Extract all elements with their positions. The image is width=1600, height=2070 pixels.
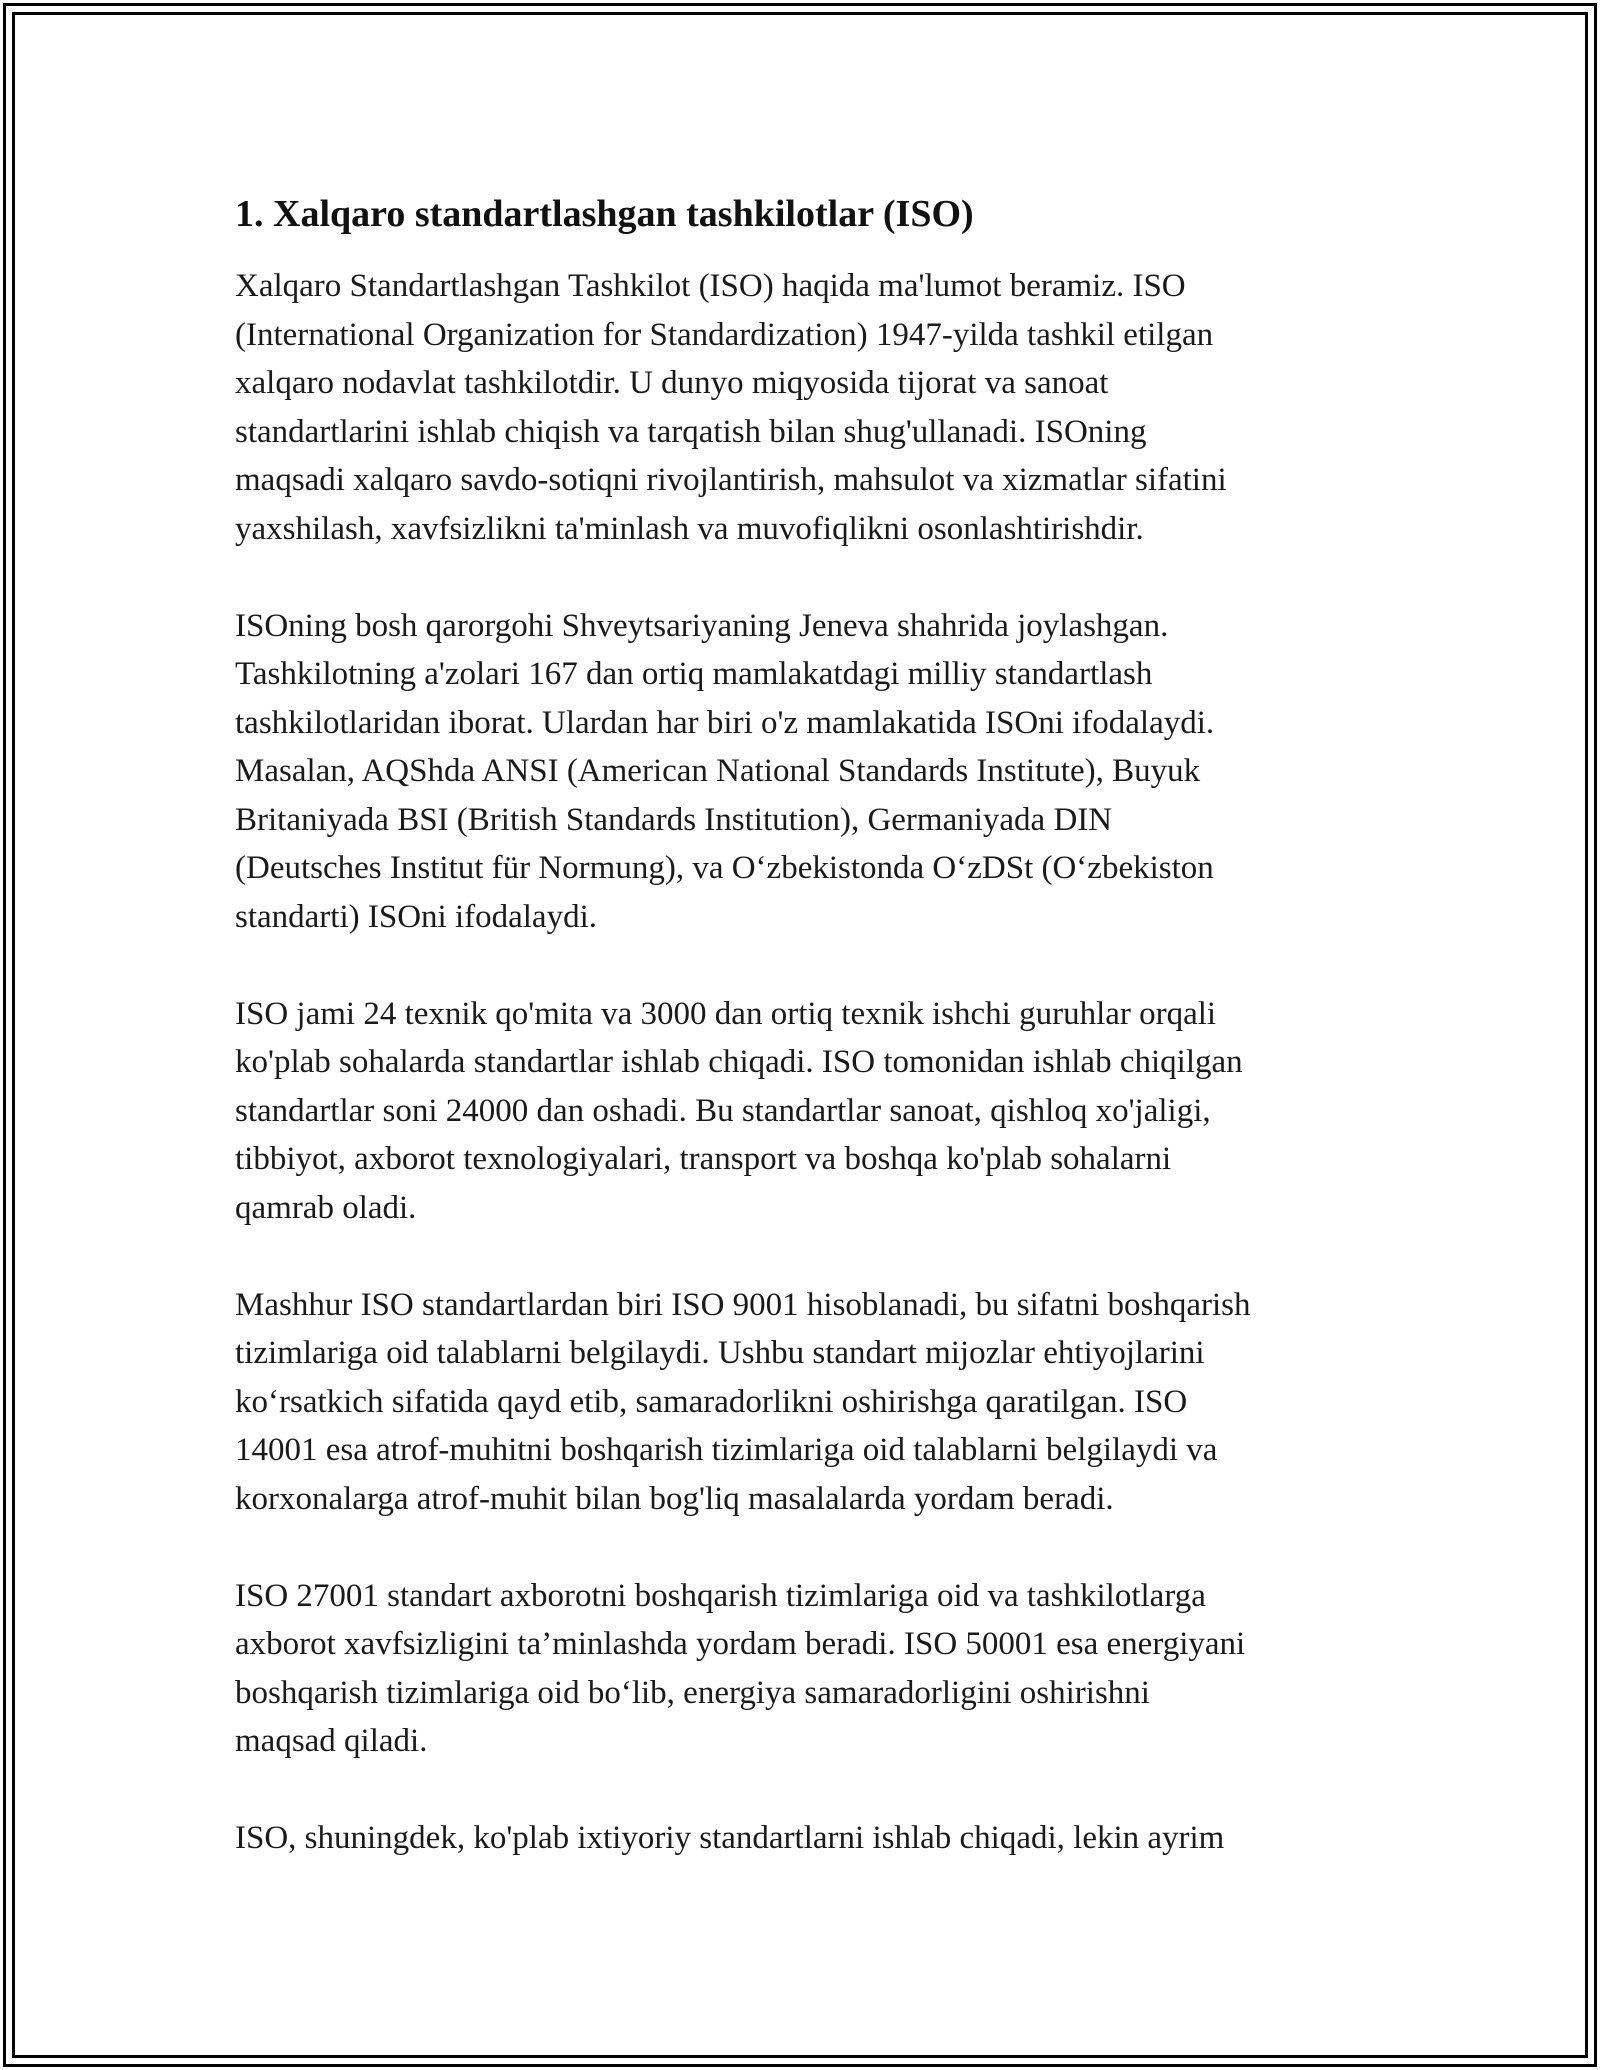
text-line: boshqarish tizimlariga oid bo‘lib, energiya samaradorligini oshirishni	[235, 1674, 1150, 1711]
paragraph-iso-9001-14001	[235, 1281, 1375, 1524]
paragraph-iso-27001-50001	[235, 1572, 1375, 1766]
text-line: ISO jami 24 texnik qo'mita va 3000 dan ortiq texnik ishchi guruhlar orqali	[235, 995, 1217, 1032]
text-line: Britaniyada BSI (British Standards Institution), Germaniyada DIN	[235, 801, 1113, 838]
text-line: 14001 esa atrof-muhitni boshqarish tizimlariga oid talablarni belgilaydi va	[235, 1432, 1218, 1468]
text-line: (International Organization for Standardization) 1947-yilda tashkil etilgan	[235, 316, 1214, 353]
text-line: ko‘rsatkich sifatida qayd etib, samaradorlikni oshirishga qaratilgan. ISO	[235, 1383, 1188, 1420]
text-line: Xalqaro Standartlashgan Tashkilot (ISO) haqida ma'lumot beramiz. ISO	[235, 268, 1186, 304]
text-line: Masalan, AQShda ANSI (American National Standards Institute), Buyuk	[235, 753, 1201, 789]
text-line: maqsad qiladi.	[235, 1723, 428, 1759]
text-line: ISO, shuningdek, ko'plab ixtiyoriy standartlarni ishlab chiqadi, lekin ayrim	[235, 1820, 1225, 1856]
text-line: qamrab oladi.	[235, 1189, 417, 1226]
text-line: yaxshilash, xavfsizlikni ta'minlash va muvofiqlikni osonlashtirishdir.	[235, 510, 1144, 547]
text-line: Mashhur ISO standartlardan biri ISO 9001 hisoblanadi, bu sifatni boshqarish	[235, 1286, 1251, 1323]
text-line: ko'plab sohalarda standartlar ishlab chiqadi. ISO tomonidan ishlab chiqilgan	[235, 1044, 1243, 1080]
text-line: tashkilotlaridan iborat. Ulardan har biri o'z mamlakatida ISOni ifodalaydi.	[235, 704, 1215, 741]
text-line: tizimlariga oid talablarni belgilaydi. Ushbu standart mijozlar ehtiyojlarini	[235, 1335, 1205, 1371]
section-heading: 1. Xalqaro standartlashgan tashkilotlar (ISO)	[235, 193, 974, 235]
text-line: Tashkilotning a'zolari 167 dan ortiq mamlakatdagi milliy standartlash	[235, 656, 1153, 692]
text-line: standarti) ISOni ifodalaydi.	[235, 898, 598, 935]
paragraph-technical-committees	[235, 990, 1375, 1233]
document-body	[235, 186, 1375, 1911]
text-line: tibbiyot, axborot texnologiyalari, transport va boshqa ko'plab sohalarni	[235, 1141, 1172, 1177]
text-line: xalqaro nodavlat tashkilotdir. U dunyo miqyosida tijorat va sanoat	[235, 365, 1109, 401]
text-line: (Deutsches Institut für Normung), va O‘zbekistonda O‘zDSt (O‘zbekiston	[235, 850, 1214, 886]
paragraph-headquarters-members	[235, 602, 1375, 942]
text-line: korxonalarga atrof-muhit bilan bog'liq masalalarda yordam beradi.	[235, 1480, 1114, 1517]
paragraph-voluntary-standards	[235, 1814, 1375, 1863]
text-line: standartlar soni 24000 dan oshadi. Bu standartlar sanoat, qishloq xo'jaligi,	[235, 1092, 1211, 1129]
text-line: maqsadi xalqaro savdo-sotiqni rivojlantirish, mahsulot va xizmatlar sifatini	[235, 462, 1227, 498]
text-line: ISO 27001 standart axborotni boshqarish tizimlariga oid va tashkilotlarga	[235, 1577, 1206, 1614]
text-line: standartlarini ishlab chiqish va tarqatish bilan shug'ullanadi. ISOning	[235, 413, 1147, 450]
text-line: ISOning bosh qarorgohi Shveytsariyaning Jeneva shahrida joylashgan.	[235, 607, 1169, 644]
text-line: axborot xavfsizligini ta’minlashda yordam beradi. ISO 50001 esa energiyani	[235, 1626, 1246, 1662]
paragraph-about-iso	[235, 262, 1375, 553]
